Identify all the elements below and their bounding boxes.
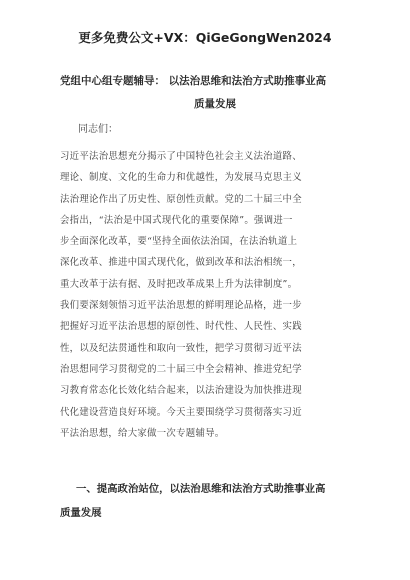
body-line: 理论、制度、文化的生命力和优越性，为发展马克思主义 [60,172,302,184]
body-line: 法治理论作出了历史性、原创性贡献。党的二十届三中全 [60,193,302,205]
body-line: 重大改革于法有据、及时把改革成果上升为法律制度”。 [60,278,298,290]
section-heading-line-1: 一、提高政治站位，以法治思维和法治方式助推事业高 [76,483,326,495]
body-line: 性，以及纪法贯通性和取向一致性，把学习贯彻习近平法 [60,342,302,354]
body-line: 平法治思想，给大家做一次专题辅导。 [60,427,225,439]
body-line: 习近平法治思想充分揭示了中国特色社会主义法治道路、 [60,151,302,162]
title-line-2: 质量发展 [194,98,236,110]
body-line: 代化建设营造良好环境。今天主要围绕学习贯彻落实习近 [60,406,302,418]
body-line: 把握好习近平法治思想的原创性、时代性、人民性、实践 [60,321,302,333]
salutation: 同志们： [78,124,118,135]
section-heading-line-2: 质量发展 [60,507,102,519]
document-title [60,70,360,116]
body-line: 治思想同学习贯彻党的二十届三中全会精神、推进党纪学 [60,363,302,375]
title-line-1: 党组中心组专题辅导： 以法治思维和法治方式助推事业高 [60,75,327,87]
body-line: 习教育常态化长效化结合起来，以法治建设为加快推进现 [60,385,302,397]
header-watermark-text: 更多免费公文+VX：QiGeGongWen2024 [78,30,332,45]
body-line: 会指出，“法治是中国式现代化的重要保障”。强调进一 [60,214,293,226]
section-heading [60,477,360,525]
body-line: 我们要深刻领悟习近平法治思想的鲜明理论品格，进一步 [60,300,302,312]
body-line: 深化改革、推进中国式现代化，做到改革和法治相统一， [60,257,302,269]
body-line: 步全面深化改革，要“坚持全面依法治国，在法治轨道上 [60,236,298,248]
body-paragraph [60,146,360,444]
